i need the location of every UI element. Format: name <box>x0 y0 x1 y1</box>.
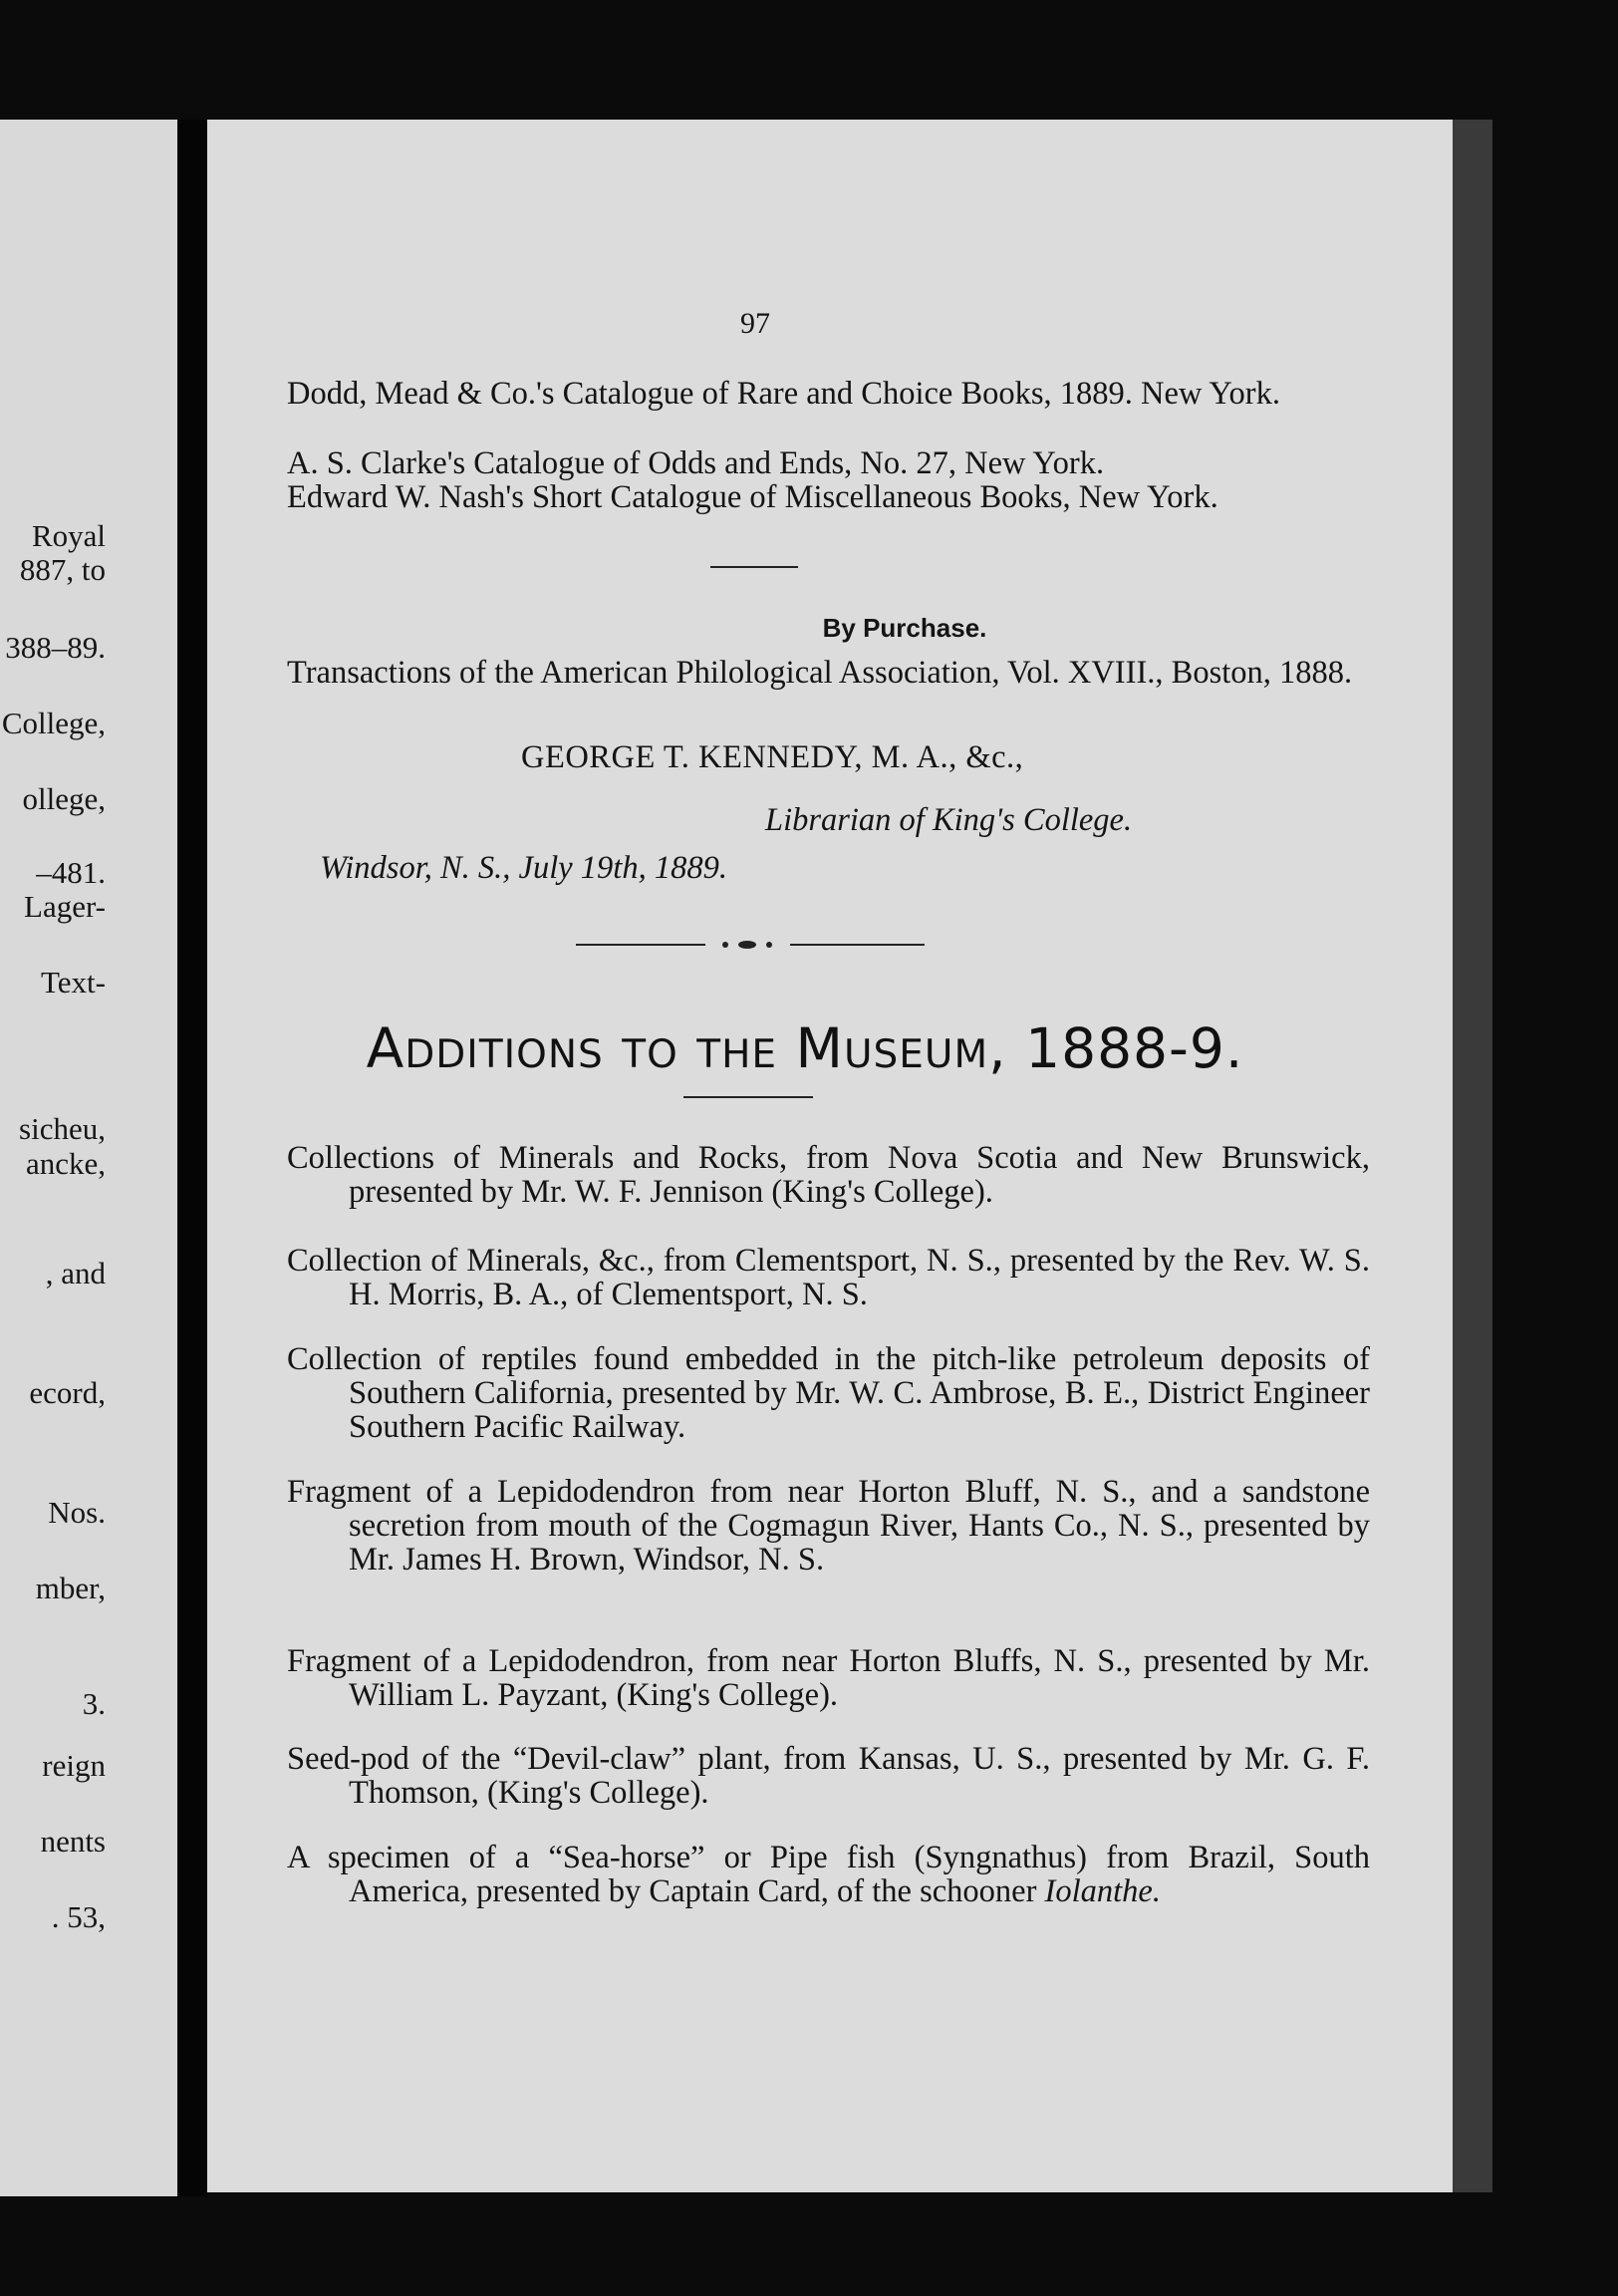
left-page-line: –481. <box>36 855 106 890</box>
museum-entry: Seed-pod of the “Devil-claw” plant, from Kansas, U. S., presented by Mr. G. F. Thomson, (King's College). <box>287 1741 1370 1811</box>
page <box>207 120 1453 2192</box>
book-gutter <box>177 120 207 2196</box>
left-page-line: ancke, <box>25 1146 106 1181</box>
ornamental-rule <box>576 937 925 953</box>
signature-title: Librarian of King's College. <box>765 802 1133 838</box>
museum-entry-text: A specimen of a “Sea-horse” or Pipe fish (Syngnathus) from Brazil, South America, presented by Captain Card, of the schooner <box>287 1840 1370 1909</box>
signature-name: GEORGE T. KENNEDY, M. A., &c., <box>521 739 1024 775</box>
museum-entry: Fragment of a Lepidodendron, from near Horton Bluffs, N. S., presented by Mr. William L. Payzant, (King's College). <box>287 1643 1370 1713</box>
left-page-line: College, <box>1 706 106 740</box>
schooner-name: Iolanthe. <box>1044 1873 1161 1909</box>
signature-date: Windsor, N. S., July 19th, 1889. <box>320 850 727 886</box>
left-page-line: reign <box>42 1748 106 1783</box>
left-page-line: Text- <box>41 965 106 1000</box>
museum-heading: Additions to the Museum, 1888-9. <box>366 1016 1244 1080</box>
left-page-line: , and <box>45 1256 106 1291</box>
purchase-entry: Transactions of the American Philological Association, Vol. XVIII., Boston, 1888. <box>287 655 1353 691</box>
catalogue-entry: A. S. Clarke's Catalogue of Odds and Ends, No. 27, New York. <box>287 445 1105 481</box>
page-edge <box>1453 120 1492 2192</box>
catalogue-entry: Edward W. Nash's Short Catalogue of Miscellaneous Books, New York. <box>287 479 1218 515</box>
museum-entry <box>287 1841 1370 1908</box>
left-page-line: mber, <box>35 1571 106 1605</box>
museum-entry: Collections of Minerals and Rocks, from Nova Scotia and New Brunswick, presented by Mr. W. F. Jennison (King's College). <box>287 1140 1370 1210</box>
museum-entry: Collection of reptiles found embedded in the pitch-like petroleum deposits of Southern California, presented by Mr. W. C. Ambrose, B. E., District Engineer Southern Pacific Railway. <box>287 1341 1370 1445</box>
left-page-line: ollege, <box>22 781 106 816</box>
left-facing-page <box>0 120 177 2196</box>
left-page-line: Royal <box>31 518 106 553</box>
divider <box>710 566 798 568</box>
divider <box>683 1096 813 1098</box>
left-page-line: . 53, <box>51 1899 106 1934</box>
left-page-line: ecord, <box>29 1375 106 1410</box>
page-number: 97 <box>740 307 770 340</box>
catalogue-entry: Dodd, Mead & Co.'s Catalogue of Rare and Choice Books, 1889. New York. <box>287 376 1280 412</box>
left-page-line: sicheu, <box>19 1111 106 1146</box>
left-page-line: 3. <box>82 1686 106 1721</box>
left-page-line: Lager- <box>24 889 106 924</box>
museum-entry: Fragment of a Lepidodendron from near Horton Bluff, N. S., and a sandstone secretion from mouth of the Cogmagun River, Hants Co., N. S., presented by Mr. James H. Brown, Windsor, N. S. <box>287 1474 1370 1578</box>
museum-entry: Collection of Minerals, &c., from Clementsport, N. S., presented by the Rev. W. S. H. Morris, B. A., of Clementsport, N. S. <box>287 1243 1370 1312</box>
left-page-line: 388–89. <box>5 630 106 665</box>
left-page-line: 887, to <box>19 552 106 587</box>
left-page-line: Nos. <box>48 1495 106 1530</box>
left-page-line: nents <box>40 1824 106 1859</box>
by-purchase-heading: By Purchase. <box>822 613 987 643</box>
